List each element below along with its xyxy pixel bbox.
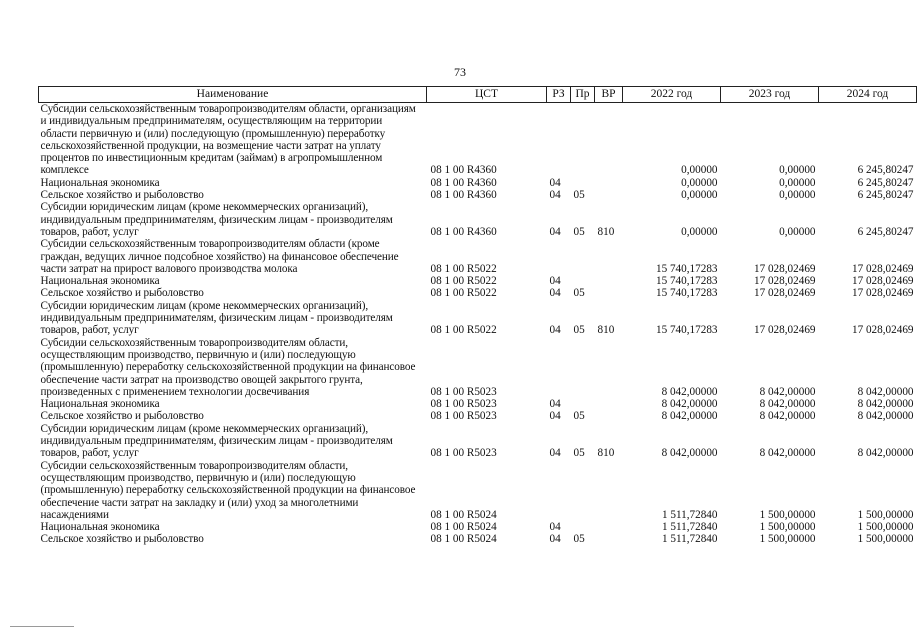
row-rz: 04 xyxy=(549,447,561,460)
row-pr: 05 xyxy=(573,410,585,423)
table-row xyxy=(39,287,917,299)
table-row xyxy=(39,521,917,533)
row-2022: 1 511,72840 xyxy=(661,533,718,546)
row-name: Национальная экономика xyxy=(40,398,160,411)
row-2023: 0,00000 xyxy=(779,225,816,238)
row-2022: 8 042,00000 xyxy=(661,385,718,398)
row-2024: 17 028,02469 xyxy=(851,287,914,300)
row-2023: 1 500,00000 xyxy=(759,508,816,521)
row-rz: 04 xyxy=(549,533,561,546)
row-name: Национальная экономика xyxy=(40,521,160,534)
table-row xyxy=(39,189,917,201)
row-rz xyxy=(547,460,571,521)
row-rz: 04 xyxy=(549,521,561,534)
table-row xyxy=(39,275,917,287)
header-row xyxy=(39,87,917,103)
row-cst: 08 1 00 R4360 xyxy=(430,164,497,177)
row-2024: 1 500,00000 xyxy=(857,521,914,534)
row-name: Субсидии юридическим лицам (кроме некоммерческих организаций), индивидуальным предпринимателям, физическим лицам - производителям товаров, работ, услуг xyxy=(40,422,393,460)
row-vr xyxy=(595,533,623,545)
row-2022: 8 042,00000 xyxy=(661,410,718,423)
row-rz xyxy=(547,103,571,177)
row-vr xyxy=(595,177,623,189)
row-vr xyxy=(595,398,623,410)
row-name: Субсидии сельскохозяйственным товаропроизводителям области, осуществляющим производство, первичную и (или) последующую (промышленную) переработку сельскохозяйственной продукции на финансовое обеспечение части затрат на производство овощей закрытого грунта, произведенных с применением технологии досвечивания xyxy=(40,336,416,398)
row-cst: 08 1 00 R5022 xyxy=(430,275,497,288)
row-name: Субсидии юридическим лицам (кроме некоммерческих организаций), индивидуальным предпринимателям, физическим лицам - производителям товаров, работ, услуг xyxy=(40,201,393,238)
row-name: Сельское хозяйство и рыболовство xyxy=(40,533,204,546)
header-2022: 2022 год xyxy=(623,87,721,103)
row-2022: 15 740,17283 xyxy=(655,324,718,337)
header-2024: 2024 год xyxy=(819,87,917,103)
row-pr: 05 xyxy=(573,447,585,460)
row-vr xyxy=(595,460,623,521)
row-name: Национальная экономика xyxy=(40,275,160,288)
row-2024: 17 028,02469 xyxy=(851,262,914,275)
header-2023: 2023 год xyxy=(721,87,819,103)
row-pr xyxy=(571,238,595,275)
row-2022: 0,00000 xyxy=(681,189,718,202)
row-vr xyxy=(595,103,623,177)
row-2024: 8 042,00000 xyxy=(857,410,914,423)
row-pr: 05 xyxy=(573,287,585,300)
row-pr xyxy=(571,275,595,287)
row-2022: 0,00000 xyxy=(681,164,718,177)
row-2023: 17 028,02469 xyxy=(753,287,816,300)
row-name: Национальная экономика xyxy=(40,176,160,189)
row-2024: 8 042,00000 xyxy=(857,447,914,460)
table-row xyxy=(39,533,917,545)
row-name: Субсидии юридическим лицам (кроме некоммерческих организаций), индивидуальным предпринимателям, физическим лицам - производителям товаров, работ, услуг xyxy=(40,299,393,337)
row-2024: 6 245,80247 xyxy=(857,225,914,238)
table-row xyxy=(39,201,917,238)
table-row xyxy=(39,177,917,189)
table-row xyxy=(39,300,917,337)
row-vr xyxy=(595,410,623,422)
row-2024: 8 042,00000 xyxy=(857,385,914,398)
row-rz: 04 xyxy=(549,410,561,423)
row-2022: 1 511,72840 xyxy=(661,508,718,521)
row-2023: 8 042,00000 xyxy=(759,385,816,398)
row-cst: 08 1 00 R5024 xyxy=(430,521,497,534)
row-vr xyxy=(595,521,623,533)
row-2024: 6 245,80247 xyxy=(857,176,914,189)
row-cst: 08 1 00 R5023 xyxy=(430,385,497,398)
row-name: Сельское хозяйство и рыболовство xyxy=(40,189,204,202)
row-cst: 08 1 00 R5023 xyxy=(430,410,497,423)
row-cst: 08 1 00 R5023 xyxy=(430,447,497,460)
row-rz: 04 xyxy=(549,225,561,238)
row-2023: 0,00000 xyxy=(779,176,816,189)
row-name: Сельское хозяйство и рыболовство xyxy=(40,287,204,300)
row-rz: 04 xyxy=(549,189,561,202)
row-2023: 17 028,02469 xyxy=(753,324,816,337)
table-row xyxy=(39,398,917,410)
row-vr xyxy=(595,189,623,201)
row-cst: 08 1 00 R5022 xyxy=(430,324,497,337)
table-row xyxy=(39,410,917,422)
row-2023: 0,00000 xyxy=(779,189,816,202)
row-cst: 08 1 00 R5022 xyxy=(430,287,497,300)
header-vr: ВР xyxy=(595,87,623,103)
row-2023: 17 028,02469 xyxy=(753,262,816,275)
row-vr: 810 xyxy=(597,225,615,238)
row-pr: 05 xyxy=(573,324,585,337)
row-2023: 8 042,00000 xyxy=(759,410,816,423)
header-rz: РЗ xyxy=(547,87,571,103)
row-rz: 04 xyxy=(549,287,561,300)
row-2022: 8 042,00000 xyxy=(661,398,718,411)
row-pr xyxy=(571,521,595,533)
row-rz: 04 xyxy=(549,398,561,411)
row-cst: 08 1 00 R5024 xyxy=(430,533,497,546)
row-pr: 05 xyxy=(573,533,585,546)
row-2024: 1 500,00000 xyxy=(857,533,914,546)
header-pr: Пр xyxy=(571,87,595,103)
row-2024: 8 042,00000 xyxy=(857,398,914,411)
row-pr xyxy=(571,103,595,177)
row-vr xyxy=(595,238,623,275)
row-name: Сельское хозяйство и рыболовство xyxy=(40,410,204,423)
row-2024: 17 028,02469 xyxy=(851,275,914,288)
row-cst: 08 1 00 R5023 xyxy=(430,398,497,411)
row-2024: 17 028,02469 xyxy=(851,324,914,337)
row-cst: 08 1 00 R4360 xyxy=(430,225,497,238)
row-cst: 08 1 00 R4360 xyxy=(430,189,497,202)
header-name: Наименование xyxy=(39,87,427,103)
footnote-divider xyxy=(10,626,74,627)
row-pr xyxy=(571,398,595,410)
table-row xyxy=(39,460,917,521)
row-2022: 0,00000 xyxy=(681,176,718,189)
row-2022: 1 511,72840 xyxy=(661,521,718,534)
row-rz: 04 xyxy=(549,324,561,337)
row-name: Субсидии сельскохозяйственным товаропроизводителям области, организациям и индивидуальным предпринимателям, осуществляющим на территории области первичную и (или) последующую (промышленную) переработку сельскохозяйственной продукции, на возмещение части затрат на уплату процентов по инвестиционным кредитам (займам) в агропромышленном комплексе xyxy=(40,103,416,177)
row-2024: 1 500,00000 xyxy=(857,508,914,521)
row-2023: 1 500,00000 xyxy=(759,521,816,534)
row-2022: 8 042,00000 xyxy=(661,447,718,460)
row-2024: 6 245,80247 xyxy=(857,164,914,177)
header-cst: ЦСТ xyxy=(427,87,547,103)
row-rz: 04 xyxy=(549,275,561,288)
table-row xyxy=(39,337,917,398)
row-pr: 05 xyxy=(573,189,585,202)
table-row xyxy=(39,103,917,177)
page-number: 73 xyxy=(454,65,466,79)
row-2024: 6 245,80247 xyxy=(857,189,914,202)
row-rz xyxy=(547,337,571,398)
row-cst: 08 1 00 R5022 xyxy=(430,262,497,275)
row-vr xyxy=(595,287,623,299)
row-rz: 04 xyxy=(549,176,561,189)
row-2022: 15 740,17283 xyxy=(655,262,718,275)
table-row xyxy=(39,238,917,275)
table-body xyxy=(39,103,917,546)
row-rz xyxy=(547,238,571,275)
row-vr: 810 xyxy=(597,447,615,460)
row-pr xyxy=(571,337,595,398)
row-pr xyxy=(571,177,595,189)
row-vr xyxy=(595,275,623,287)
row-2022: 0,00000 xyxy=(681,225,718,238)
row-2023: 1 500,00000 xyxy=(759,533,816,546)
row-name: Субсидии сельскохозяйственным товаропроизводителям области (кроме граждан, ведущих личное подсобное хозяйство) на финансовое обеспечение части затрат на прирост валового производства молока xyxy=(40,238,399,275)
table-row xyxy=(39,423,917,460)
row-vr: 810 xyxy=(597,324,615,337)
budget-table xyxy=(38,86,917,546)
row-2022: 15 740,17283 xyxy=(655,275,718,288)
row-name: Субсидии сельскохозяйственным товаропроизводителям области, осуществляющим производство, первичную и (или) последующую (промышленную) переработку сельскохозяйственной продукции на финансовое обеспечение части затрат на закладку и (или) уход за многолетними насаждениями xyxy=(40,459,416,521)
row-pr xyxy=(571,460,595,521)
row-cst: 08 1 00 R5024 xyxy=(430,508,497,521)
row-cst: 08 1 00 R4360 xyxy=(430,176,497,189)
row-2022: 15 740,17283 xyxy=(655,287,718,300)
row-2023: 17 028,02469 xyxy=(753,275,816,288)
row-2023: 8 042,00000 xyxy=(759,447,816,460)
table-header xyxy=(39,87,917,103)
row-pr: 05 xyxy=(573,225,585,238)
row-2023: 8 042,00000 xyxy=(759,398,816,411)
row-vr xyxy=(595,337,623,398)
row-2023: 0,00000 xyxy=(779,164,816,177)
